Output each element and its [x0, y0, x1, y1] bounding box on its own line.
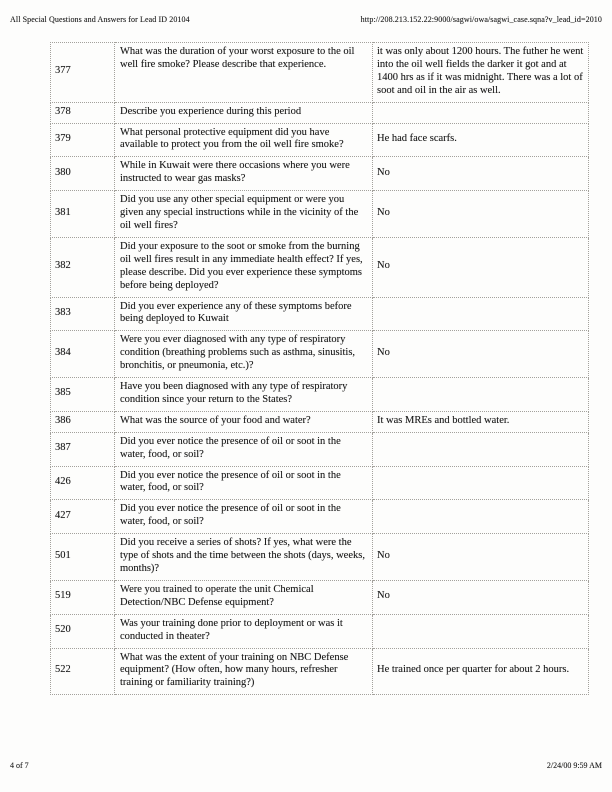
- question-cell: Describe you experience during this period: [115, 102, 373, 123]
- page-number: 4 of 7: [10, 761, 29, 770]
- question-number-cell: 427: [51, 500, 115, 534]
- question-number-cell: 519: [51, 580, 115, 614]
- question-cell: While in Kuwait were there occasions where you were instructed to wear gas masks?: [115, 157, 373, 191]
- question-cell: What was the duration of your worst exposure to the oil well fire smoke? Please describe that experience.: [115, 43, 373, 103]
- answer-cell: [373, 102, 589, 123]
- table-row: [51, 102, 589, 123]
- table-row: [51, 648, 589, 695]
- table-row: [51, 432, 589, 466]
- question-cell: Did you ever notice the presence of oil or soot in the water, food, or soil?: [115, 466, 373, 500]
- question-cell: Have you been diagnosed with any type of respiratory condition since your return to the States?: [115, 378, 373, 412]
- question-number-cell: 387: [51, 432, 115, 466]
- answer-cell: No: [373, 157, 589, 191]
- answer-cell: [373, 466, 589, 500]
- question-cell: Did you use any other special equipment or were you given any special instructions while in the vicinity of the oil well fires?: [115, 191, 373, 238]
- table-row: [51, 297, 589, 331]
- question-number-cell: 520: [51, 614, 115, 648]
- question-cell: What was the source of your food and water?: [115, 411, 373, 432]
- answer-cell: No: [373, 237, 589, 297]
- table-row: [51, 43, 589, 103]
- answer-cell: [373, 432, 589, 466]
- table-row: [51, 534, 589, 581]
- table-row: [51, 466, 589, 500]
- question-number-cell: 380: [51, 157, 115, 191]
- answer-cell: No: [373, 534, 589, 581]
- question-number-cell: 385: [51, 378, 115, 412]
- question-number-cell: 522: [51, 648, 115, 695]
- header-url: http://208.213.152.22:9000/sagwi/owa/sagwi_case.sqna?v_lead_id=2010: [360, 15, 602, 24]
- answer-cell: It was MREs and bottled water.: [373, 411, 589, 432]
- question-number-cell: 382: [51, 237, 115, 297]
- answer-cell: No: [373, 191, 589, 238]
- table-row: [51, 123, 589, 157]
- answer-cell: No: [373, 580, 589, 614]
- table-row: [51, 580, 589, 614]
- answer-cell: it was only about 1200 hours. The futher he went into the oil well fields the darker it got and at 1400 hrs as if it was midnight. There was a lot of soot and oil in the air as well.: [373, 43, 589, 103]
- table-row: [51, 157, 589, 191]
- answer-cell: He trained once per quarter for about 2 hours.: [373, 648, 589, 695]
- question-cell: Was your training done prior to deployment or was it conducted in theater?: [115, 614, 373, 648]
- table-row: [51, 191, 589, 238]
- table-row: [51, 411, 589, 432]
- question-number-cell: 384: [51, 331, 115, 378]
- answer-cell: No: [373, 331, 589, 378]
- question-number-cell: 378: [51, 102, 115, 123]
- question-cell: Did you receive a series of shots? If yes, what were the type of shots and the time between the shots (days, weeks, months)?: [115, 534, 373, 581]
- page-header: [10, 15, 602, 24]
- question-cell: Did your exposure to the soot or smoke from the burning oil well fires result in any immediate health effect? If yes, please describe. Did you ever experience these symptoms before being deployed?: [115, 237, 373, 297]
- answer-cell: [373, 614, 589, 648]
- question-cell: Were you ever diagnosed with any type of respiratory condition (breathing problems such as asthma, sinusitis, bronchitis, or pneumonia, etc.)?: [115, 331, 373, 378]
- question-number-cell: 381: [51, 191, 115, 238]
- question-cell: What was the extent of your training on NBC Defense equipment? (How often, how many hours, refresher training or familiarity training?): [115, 648, 373, 695]
- question-number-cell: 386: [51, 411, 115, 432]
- question-cell: Did you ever notice the presence of oil or soot in the water, food, or soil?: [115, 432, 373, 466]
- question-number-cell: 377: [51, 43, 115, 103]
- question-cell: Did you ever experience any of these symptoms before being deployed to Kuwait: [115, 297, 373, 331]
- answer-cell: [373, 500, 589, 534]
- table-row: [51, 378, 589, 412]
- question-number-cell: 383: [51, 297, 115, 331]
- question-number-cell: 426: [51, 466, 115, 500]
- table-row: [51, 331, 589, 378]
- question-cell: Did you ever notice the presence of oil or soot in the water, food, or soil?: [115, 500, 373, 534]
- question-number-cell: 379: [51, 123, 115, 157]
- table-row: [51, 237, 589, 297]
- page-footer: [10, 761, 602, 770]
- question-cell: Were you trained to operate the unit Chemical Detection/NBC Defense equipment?: [115, 580, 373, 614]
- table-row: [51, 614, 589, 648]
- question-cell: What personal protective equipment did you have available to protect you from the oil well fire smoke?: [115, 123, 373, 157]
- header-title: All Special Questions and Answers for Lead ID 20104: [10, 15, 190, 24]
- qa-table: [50, 42, 589, 695]
- question-number-cell: 501: [51, 534, 115, 581]
- table-row: [51, 500, 589, 534]
- answer-cell: [373, 297, 589, 331]
- answer-cell: [373, 378, 589, 412]
- answer-cell: He had face scarfs.: [373, 123, 589, 157]
- print-timestamp: 2/24/00 9:59 AM: [546, 761, 602, 770]
